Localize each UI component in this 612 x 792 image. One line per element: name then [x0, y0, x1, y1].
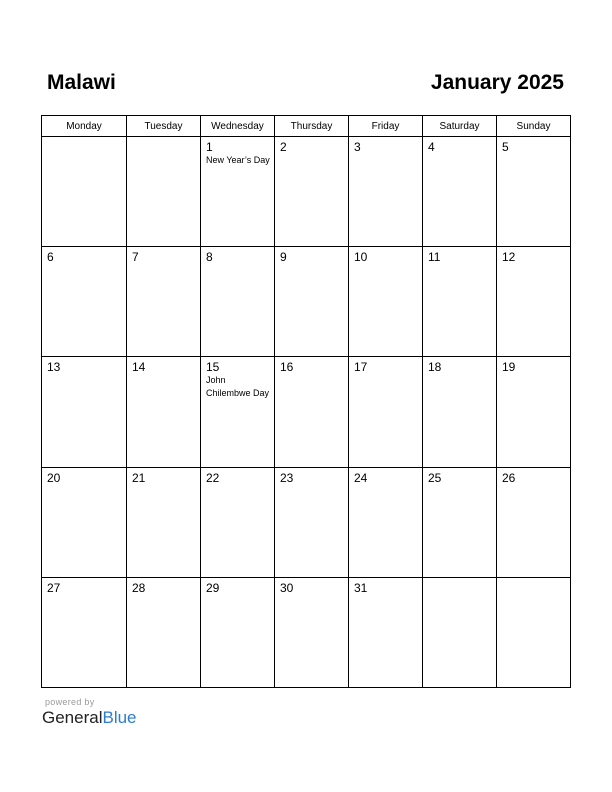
day-cell [349, 577, 423, 687]
day-number: 4 [428, 140, 435, 154]
brand-part-blue: Blue [102, 708, 137, 727]
day-number: 31 [354, 580, 368, 595]
day-number: 30 [280, 580, 294, 595]
day-number: 16 [280, 360, 294, 375]
day-cell [349, 137, 423, 247]
day-cell [423, 137, 497, 247]
day-cell [349, 357, 423, 467]
day-cell [42, 247, 127, 357]
day-number: 24 [354, 470, 368, 485]
weekday-header-row [42, 116, 571, 137]
day-number: 3 [354, 140, 361, 154]
weekday-header: Friday [349, 116, 423, 137]
day-cell [201, 247, 275, 357]
day-cell [275, 247, 349, 357]
day-cell [497, 577, 571, 687]
day-number: 13 [47, 360, 61, 375]
day-cell [349, 467, 423, 577]
holiday-label: John Chilembwe Day [206, 375, 270, 399]
day-number: 21 [132, 470, 146, 485]
day-number: 1 [206, 140, 213, 154]
weekday-header: Sunday [497, 116, 571, 137]
calendar-grid [41, 115, 571, 688]
day-cell [423, 357, 497, 467]
day-cell [42, 357, 127, 467]
day-number: 9 [280, 250, 287, 265]
day-cell [127, 577, 201, 687]
day-cell [275, 577, 349, 687]
day-number: 27 [47, 580, 61, 595]
day-number: 26 [502, 470, 516, 485]
weekday-header: Monday [42, 116, 127, 137]
day-cell [497, 137, 571, 247]
day-cell [497, 467, 571, 577]
week-row [42, 357, 571, 467]
weekday-header: Wednesday [201, 116, 275, 137]
holiday-label: New Year’s Day [206, 155, 270, 165]
day-number: 8 [206, 250, 213, 265]
week-row [42, 137, 571, 247]
day-number: 25 [428, 470, 442, 485]
day-number: 20 [47, 470, 61, 485]
brand-part-general: General [42, 708, 103, 727]
day-cell [275, 357, 349, 467]
day-cell [42, 577, 127, 687]
day-cell [201, 577, 275, 687]
week-row [42, 247, 571, 357]
day-number: 18 [428, 360, 442, 375]
day-number: 19 [502, 360, 516, 375]
week-row [42, 577, 571, 687]
powered-by-label: powered by [45, 697, 95, 707]
country-title: Malawi [47, 71, 116, 94]
day-number: 12 [502, 250, 516, 265]
day-cell [497, 357, 571, 467]
month-year-title: January 2025 [430, 71, 564, 94]
weekday-header: Thursday [275, 116, 349, 137]
day-number: 2 [280, 140, 287, 154]
day-number: 17 [354, 360, 368, 375]
day-cell [127, 247, 201, 357]
day-cell [127, 357, 201, 467]
day-number: 10 [354, 250, 368, 265]
day-number: 22 [206, 470, 220, 485]
day-number: 28 [132, 580, 146, 595]
generalblue-logo [42, 708, 137, 728]
day-cell [275, 467, 349, 577]
day-number: 15 [206, 360, 220, 375]
day-cell [497, 247, 571, 357]
day-number: 11 [428, 250, 441, 265]
day-cell [127, 467, 201, 577]
day-number: 7 [132, 250, 139, 265]
day-cell [42, 137, 127, 247]
day-cell [423, 247, 497, 357]
weekday-header: Saturday [423, 116, 497, 137]
day-number: 14 [132, 360, 146, 375]
day-cell [201, 467, 275, 577]
day-number: 5 [502, 140, 509, 154]
day-cell [201, 137, 275, 247]
day-cell [275, 137, 349, 247]
day-number: 6 [47, 250, 54, 265]
week-row [42, 467, 571, 577]
day-cell [127, 137, 201, 247]
day-cell [423, 467, 497, 577]
day-cell [349, 247, 423, 357]
day-number: 29 [206, 580, 220, 595]
day-number: 23 [280, 470, 294, 485]
day-cell [423, 577, 497, 687]
day-cell [42, 467, 127, 577]
day-cell [201, 357, 275, 467]
weekday-header: Tuesday [127, 116, 201, 137]
